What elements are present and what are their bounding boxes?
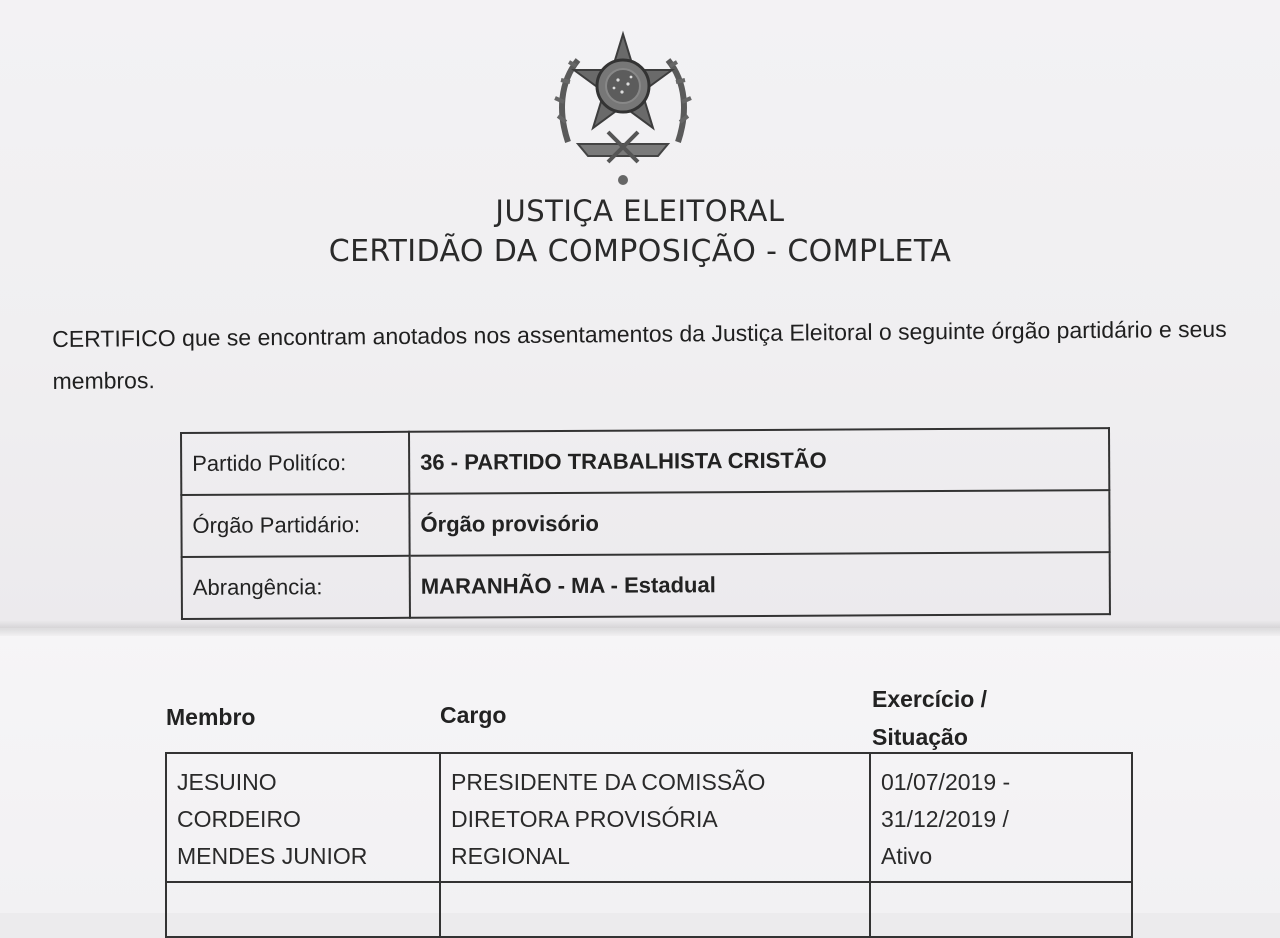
document-title: JUSTIÇA ELEITORAL [495, 194, 785, 228]
scope-row [182, 552, 1110, 619]
party-label: Partido Politíco: [181, 432, 409, 495]
member-name-cell-empty [166, 882, 440, 937]
cargo-column-header: Cargo [440, 702, 507, 728]
table-row [166, 882, 1132, 937]
party-row [181, 428, 1109, 495]
organ-row [181, 490, 1109, 557]
document-subtitle: CERTIDÃO DA COMPOSIÇÃO - COMPLETA [328, 234, 952, 269]
organ-value: Órgão provisório [409, 490, 1109, 556]
member-exercicio-cell: 01/07/2019 - 31/12/2019 / Ativo [870, 753, 1132, 882]
party-value: 36 - PARTIDO TRABALHISTA CRISTÃO [409, 428, 1109, 494]
scope-value: MARANHÃO - MA - Estadual [410, 552, 1110, 618]
organ-label: Órgão Partidário: [181, 494, 409, 557]
member-cargo-cell: PRESIDENTE DA COMISSÃO DIRETORA PROVISÓRIA REGIONAL [440, 753, 870, 882]
member-exercicio-cell-empty [870, 882, 1132, 937]
party-info-table [180, 427, 1111, 620]
member-cargo-cell-empty [440, 882, 870, 937]
member-column-header: Membro [166, 704, 256, 730]
scope-label: Abrangência: [182, 556, 410, 619]
table-row [166, 753, 1132, 882]
member-name-cell: JESUINO CORDEIRO MENDES JUNIOR [166, 753, 440, 882]
exercicio-column-header: Exercício / Situação [872, 686, 988, 750]
brazil-coat-of-arms-icon [548, 22, 698, 190]
members-table [165, 752, 1133, 938]
paper-fold [0, 620, 1280, 636]
certificate-paragraph: CERTIFICO que se encontram anotados nos assentamentos da Justiça Eleitoral o seguinte órgão partidário e seus membros. [52, 315, 1227, 394]
